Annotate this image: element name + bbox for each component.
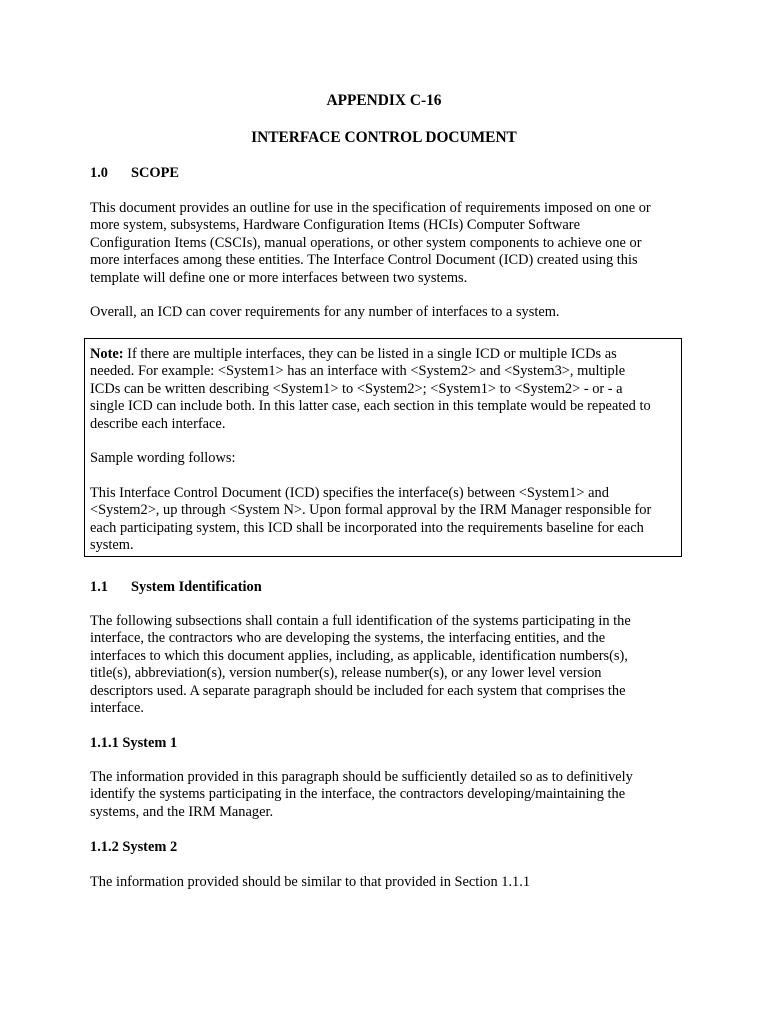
scope-heading (90, 165, 179, 182)
scope-line: more interfaces among these entities. The Interface Control Document (ICD) created using this (90, 252, 638, 269)
note-label: Note: (90, 346, 124, 362)
system2-heading: 1.1.2 System 2 (90, 839, 178, 855)
scope-title: SCOPE (131, 165, 179, 181)
scope-number: 1.0 (90, 165, 108, 181)
appendix-title: APPENDIX C-16 (326, 92, 442, 109)
scope-line: Configuration Items (CSCIs), manual operations, or other system components to achieve one or (90, 234, 642, 251)
sample-line: each participating system, this ICD shall be incorporated into the requirements baseline for each (90, 519, 644, 536)
sample-line: <System2>, up through <System N>. Upon formal approval by the IRM Manager responsible for (90, 502, 652, 519)
system1-line: The information provided in this paragraph should be sufficiently detailed so as to definitively (90, 769, 633, 785)
overall-line: Overall, an ICD can cover requirements for any number of interfaces to a system. (90, 304, 560, 320)
overall-paragraph (90, 304, 690, 321)
sample-line: This Interface Control Document (ICD) specifies the interface(s) between <System1> and (90, 485, 609, 501)
system2-line: The information provided should be similar to that provided in Section 1.1.1 (90, 874, 531, 890)
system-identification-title: System Identification (131, 579, 262, 595)
system1-line: identify the systems participating in the interface, the contractors developing/maintaining the (90, 786, 626, 803)
system-identification-line: descriptors used. A separate paragraph should be included for each system that comprises the (90, 682, 626, 699)
system-identification-paragraph (90, 613, 690, 717)
note-line: describe each interface. (90, 415, 226, 432)
document-title: INTERFACE CONTROL DOCUMENT (251, 129, 517, 146)
note-line: single ICD can include both. In this latter case, each section in this template would be repeated to (90, 398, 651, 415)
sample-paragraph (90, 485, 690, 555)
sample-line: system. (90, 537, 134, 554)
scope-line: This document provides an outline for use in the specification of requirements imposed on one or (90, 200, 651, 216)
scope-line: more system, subsystems, Hardware Configuration Items (HCIs) Computer Software (90, 217, 580, 234)
scope-line: template will define one or more interfaces between two systems. (90, 269, 468, 286)
system-identification-line: interface, the contractors who are developing the systems, the interfacing entities, and the (90, 630, 606, 647)
note-paragraph (90, 346, 690, 433)
system1-heading: 1.1.1 System 1 (90, 735, 178, 751)
system2-paragraph (90, 874, 690, 891)
system1-line: systems, and the IRM Manager. (90, 803, 274, 820)
sample-intro-line: Sample wording follows: (90, 450, 236, 466)
scope-paragraph (90, 200, 690, 287)
system-identification-line: interface. (90, 700, 144, 717)
note-line: needed. For example: <System1> has an interface with <System2> and <System3>, multiple (90, 363, 626, 380)
note-first-line-text: If there are multiple interfaces, they can be listed in a single ICD or multiple ICDs as (123, 346, 617, 362)
system1-paragraph (90, 769, 690, 821)
note-line: ICDs can be written describing <System1> to <System2>; <System1> to <System2> - or - a (90, 380, 623, 397)
system-identification-heading (90, 579, 262, 596)
system-identification-line: title(s), abbreviation(s), version number(s), release number(s), or any lower level version (90, 665, 602, 682)
system-identification-number: 1.1 (90, 579, 108, 595)
sample-intro (90, 450, 690, 467)
system-identification-line: The following subsections shall contain a full identification of the systems participating in the (90, 613, 631, 629)
note-box (84, 338, 682, 557)
system-identification-line: interfaces to which this document applies, including, as applicable, identification numbers(s), (90, 647, 628, 664)
note-first-line (90, 346, 690, 363)
